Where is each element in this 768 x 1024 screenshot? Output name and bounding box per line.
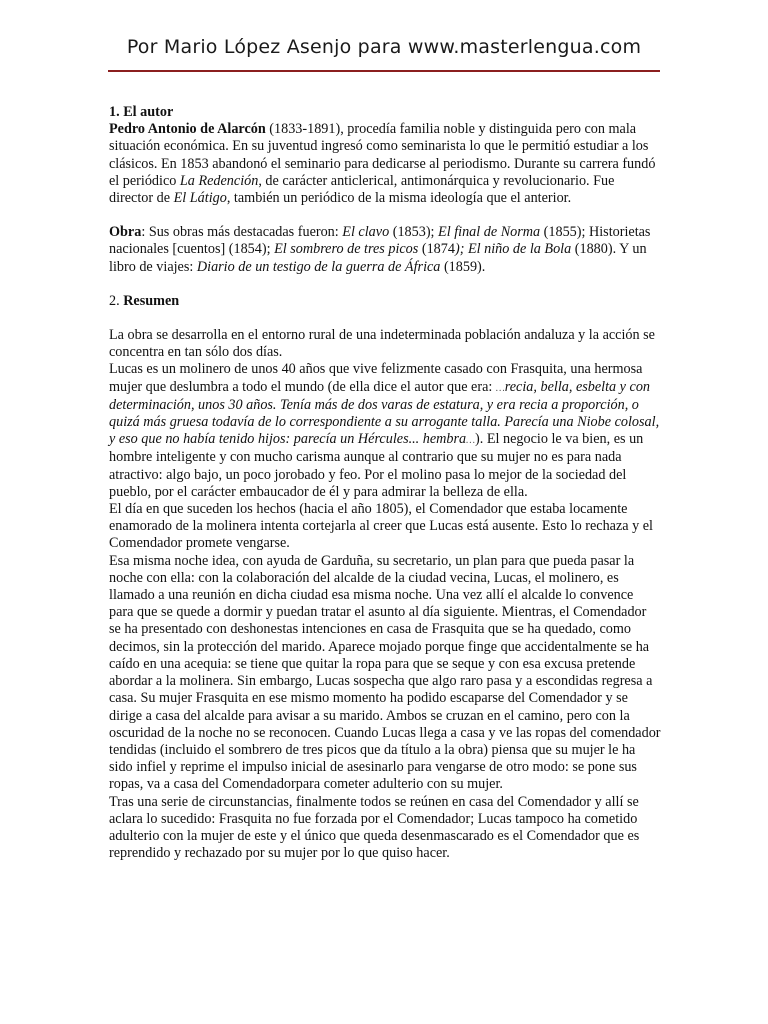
paragraph-resumen-2: Lucas es un molinero de unos 40 años que vive felizmente casado con Frasquita, una hermosa mujer que deslumbra a todo el mundo (de ella dice el autor que era: …recia, bella, esbelta y con determinación, unos 30 años. Tenía más de dos varas de estatura, y era recia a proporción, o quizá más gruesa todavía de lo correspondiente a su arrogante talla. Parecía una Niobe colosal, y eso que no había tenido hijos: parecía un Hércules... hembra…). El negocio le va bien, es un hombre inteligente y con mucho carisma aunque al contrario que su mujer no es para nada atractivo: algo bajo, un poco jorobado y feo. Por el molino pasa lo mejor de la sociedad del pueblo, por el carácter embaucador de él y para admirar la belleza de ella. <box>109 361 660 500</box>
header-rule <box>108 70 660 72</box>
paragraph-obra: Obra: Sus obras más destacadas fueron: El clavo (1853); El final de Norma (1855); Historietas nacionales [cuentos] (1854); El sombrero de tres picos (1874); El niño de la Bola (1880). Y un libro de viajes: Diario de un testigo de la guerra de África (1859). <box>109 224 651 275</box>
document-body <box>109 104 661 862</box>
paragraph-resumen-5: Tras una serie de circunstancias, finalmente todos se reúnen en casa del Comendador y allí se aclara lo sucedido: Frasquita no fue forzada por el Comendador; Lucas tampoco ha cometido adulterio con la mujer de este y el único que queda desenmascarado es el Comendador que es reprendido y rechazado por su mujer por lo que quiso hacer. <box>109 793 640 862</box>
paragraph-resumen-3: El día en que suceden los hechos (hacia el año 1805), el Comendador que estaba locamente enamorado de la molinera intenta cortejarla al creer que Lucas está ausente. Esto lo rechaza y el Comendador promete vengarse. <box>109 501 653 552</box>
paragraph-autor: Pedro Antonio de Alarcón (1833-1891), procedía familia noble y distinguida pero con mala situación económica. En su juventud ingresó como seminarista lo que le permitió estudiar a los clásicos. En 1853 abandonó el seminario para dedicarse al periodismo. Durante su carrera fundó el periódico La Redención, de carácter anticlerical, antimonárquica y revolucionario. Fue director de El Látigo, también un periódico de la misma ideología que el anterior. <box>109 121 656 207</box>
paragraph-resumen-4: Esa misma noche idea, con ayuda de Garduña, su secretario, un plan para que pueda pasar la noche con ella: con la colaboración del alcalde de la ciudad vecina, Lucas, el molinero, es llamado a una reunión en dicha ciudad esa misma noche. Una vez allí el alcalde lo convence para que se quede a dormir y puedan tratar el asunto al día siguiente. Mientras, el Comendador se ha presentado con deshonestas intenciones en casa de Frasquita que se ha quedado, como decimos, sin la protección del marido. Aparece mojado porque finge que accidentalmente se ha caído en una acequia: se tiene que quitar la ropa para que se seque y con esa excusa pretende abordar a la molinera. Sin embargo, Lucas sospecha que algo raro pasa y a escondidas regresa a casa. Su mujer Frasquita en ese mismo momento ha podido escaparse del Comendador y se dirige a casa del alcalde para avisar a su marido. Ambos se cruzan en el camino, pero con la oscuridad de la noche no se reconocen. Cuando Lucas llega a casa y ve las ropas del comendador tendidas (incluido el sombrero de tres picos que da título a la obra) piensa que su mujer le ha sido infiel y reprime el impulso inicial de asesinarlo para vengarse de otro modo: se pone sus ropas, va a casa del Comendadorpara cometer adulterio con su mujer. <box>109 552 661 793</box>
paragraph-resumen-1: La obra se desarrolla en el entorno rural de una indeterminada población andaluza y la acción se concentra en tan sólo dos días. <box>109 327 655 361</box>
page-header: Por Mario López Asenjo para www.masterlengua.com <box>126 36 642 58</box>
frasquita-quote: recia, bella, esbelta y con determinación, unos 30 años. Tenía más de dos varas de estatura, y era recia a proporción, o quizá más gruesa todavía de lo correspondiente a su arrogante talla. Parecía una Niobe colosal, y eso que no había tenido hijos: parecía un Hércules... hembra <box>109 378 660 448</box>
section-heading-resumen: 2. Resumen <box>109 292 180 309</box>
author-name: Pedro Antonio de Alarcón <box>109 121 266 138</box>
section-heading-autor: 1. El autor <box>109 104 174 120</box>
